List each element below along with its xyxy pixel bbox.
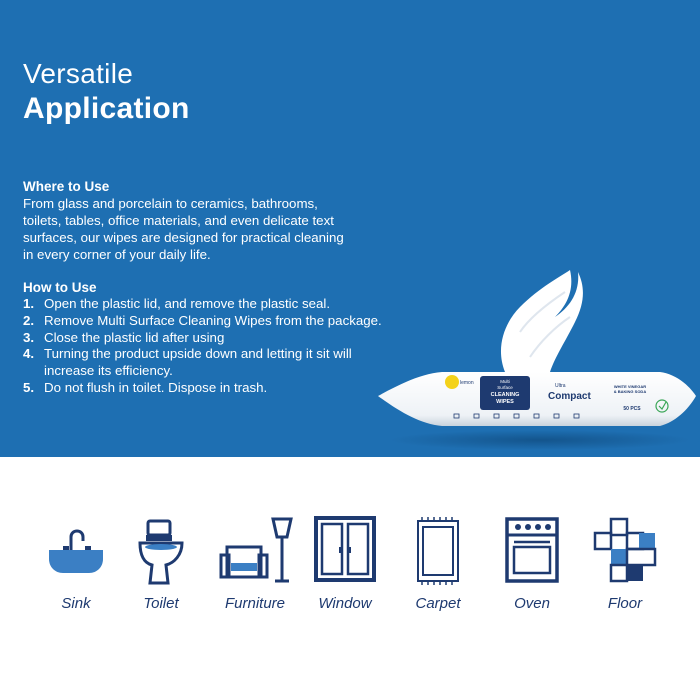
where-line: surfaces, our wipes are designed for practical cleaning [23, 230, 344, 245]
package-name-1: Multi [500, 379, 510, 384]
step-item: 5. Do not flush in toilet. Dispose in trash. [23, 379, 268, 395]
wipes-package-image [370, 262, 700, 452]
use-window [297, 515, 393, 625]
where-heading: Where to Use [23, 179, 110, 194]
use-oven [484, 515, 580, 625]
uses-icon-row [0, 515, 700, 625]
how-heading: How to Use [23, 280, 97, 295]
use-furniture [207, 515, 303, 625]
use-floor [577, 515, 673, 625]
where-line: toilets, tables, office materials, and even delicate text [23, 213, 334, 228]
title-line-1: Versatile [23, 58, 134, 89]
oven-icon [504, 515, 560, 587]
package-variant-bottom: & BAKING SODA [613, 389, 647, 394]
package-variant-top: WHITE VINEGAR [613, 384, 647, 389]
use-toilet [113, 515, 209, 625]
use-label: Sink [61, 595, 91, 612]
use-sink [28, 515, 124, 625]
package-name-3: CLEANING [490, 392, 520, 398]
carpet-icon [413, 515, 463, 587]
package-badge: lemon [460, 380, 474, 386]
package-count: 50 PCS [623, 406, 641, 412]
furniture-icon [215, 515, 295, 587]
step-item: 2. Remove Multi Surface Cleaning Wipes from the package. [23, 312, 382, 328]
package-name-2: Surface [497, 385, 513, 390]
step-item: 4. Turning the product upside down and letting it sit will increase its efficiency. [23, 346, 352, 379]
package-name-4: WIPES [496, 399, 514, 405]
step-item: 3. Close the plastic lid after using [23, 329, 225, 345]
title-line-2: Application [23, 92, 190, 125]
window-icon [313, 515, 377, 587]
toilet-icon [126, 515, 196, 587]
step-item: 1. Open the plastic lid, and remove the plastic seal. [23, 296, 331, 311]
use-label: Carpet [415, 595, 461, 612]
use-label: Toilet [143, 595, 179, 612]
floor-icon [593, 515, 657, 587]
where-paragraph [23, 195, 423, 263]
where-line: From glass and porcelain to ceramics, bathrooms, [23, 196, 318, 211]
sink-icon [41, 515, 111, 585]
package-brand: Compact [548, 391, 591, 402]
use-label: Oven [514, 595, 550, 612]
use-carpet [390, 515, 486, 625]
where-line: in every corner of your daily life. [23, 247, 211, 262]
use-label: Furniture [224, 595, 286, 612]
package-brand-top: Ultra [555, 383, 566, 389]
use-label: Window [318, 595, 372, 612]
use-label: Floor [607, 595, 643, 612]
